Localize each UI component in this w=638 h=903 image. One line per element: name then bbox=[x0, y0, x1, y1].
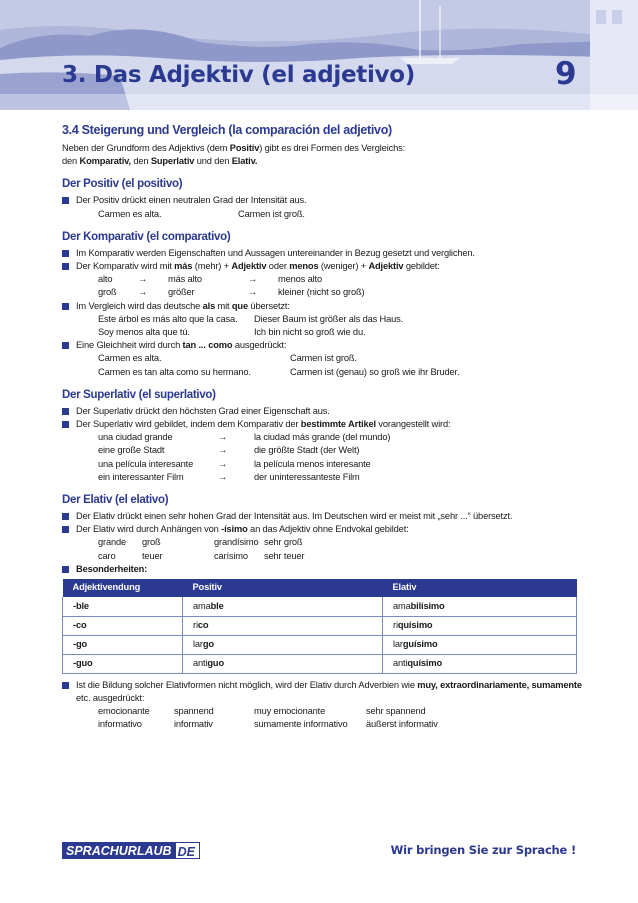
table-row bbox=[63, 635, 577, 654]
superlativ-example-row: eine große Stadt → die größte Stadt (der Welt) bbox=[98, 445, 360, 456]
header-banner bbox=[0, 0, 638, 110]
komparativ-bullet-2: Der Komparativ wird mit más (mehr) + Adjektiv oder menos (weniger) + Adjektiv gebildet: bbox=[62, 260, 582, 273]
superlativ-bullet-1: Der Superlativ drückt den höchsten Grad einer Eigenschaft aus. bbox=[62, 405, 582, 418]
elativ-example-row: grande groß grandísimo sehr groß bbox=[98, 537, 303, 548]
komparativ-heading: Der Komparativ (el comparativo) bbox=[62, 230, 231, 243]
table-cell: largo bbox=[183, 635, 383, 654]
komparativ-example-row: Soy menos alta que tú. Ich bin nicht so groß wie du. bbox=[98, 327, 366, 338]
elativ-bullet-4-continued: etc. ausgedrückt: bbox=[76, 692, 145, 703]
table-cell: rico bbox=[183, 616, 383, 635]
table-cell: -go bbox=[63, 635, 183, 654]
brand-logo bbox=[62, 842, 200, 859]
chapter-number: 9 bbox=[555, 56, 577, 92]
komparativ-bullet-3: Im Vergleich wird das deutsche als mit que übersetzt: bbox=[62, 300, 582, 313]
table-header: Elativ bbox=[383, 579, 577, 597]
elativ-table bbox=[62, 579, 577, 674]
section-subheading: 3.4 Steigerung und Vergleich (la comparación del adjetivo) bbox=[62, 123, 392, 137]
harbor-photo bbox=[0, 0, 638, 110]
elativ-adverb-example-row: informativo informativ sumamente informativo äußerst informativ bbox=[98, 719, 438, 730]
table-cell: riquísimo bbox=[383, 616, 577, 635]
table-row bbox=[63, 597, 577, 616]
elativ-bullet-3: Besonderheiten: bbox=[62, 563, 582, 576]
logo-text-primary: SPRACHURLAUB bbox=[62, 842, 176, 859]
table-cell: -guo bbox=[63, 654, 183, 673]
logo-text-suffix: DE bbox=[176, 842, 200, 859]
table-header: Adjektivendung bbox=[63, 579, 183, 597]
footer-slogan: Wir bringen Sie zur Sprache ! bbox=[390, 843, 576, 857]
elativ-bullet-2: Der Elativ wird durch Anhängen von -ísimo an das Adjektiv ohne Endvokal gebildet: bbox=[62, 523, 582, 536]
table-row bbox=[63, 654, 577, 673]
table-cell: antiguo bbox=[183, 654, 383, 673]
superlativ-bullet-2: Der Superlativ wird gebildet, indem dem Komparativ der bestimmte Artikel vorangestellt wird: bbox=[62, 418, 582, 431]
komparativ-bullet-4: Eine Gleichheit wird durch tan ... como ausgedrückt: bbox=[62, 339, 582, 352]
table-row bbox=[63, 616, 577, 635]
komparativ-example-row: Este árbol es más alto que la casa. Dieser Baum ist größer als das Haus. bbox=[98, 313, 404, 324]
komparativ-example-row: Carmen es tan alta como su hermano. Carmen ist (genau) so groß wie ihr Bruder. bbox=[98, 366, 460, 377]
positiv-example: Carmen es alta. Carmen ist groß. bbox=[98, 208, 305, 219]
page-title: 3. Das Adjektiv (el adjetivo) bbox=[62, 62, 415, 88]
table-header-row bbox=[63, 579, 577, 597]
intro-line-2: den Komparativ, den Superlativ und den Elativ. bbox=[62, 156, 258, 167]
table-cell: -co bbox=[63, 616, 183, 635]
intro-line-1: Neben der Grundform des Adjektivs (dem Positiv) gibt es drei Formen des Vergleichs: bbox=[62, 143, 406, 153]
elativ-example-row: caro teuer carísimo sehr teuer bbox=[98, 550, 305, 561]
table-cell: amabilísimo bbox=[383, 597, 577, 616]
elativ-bullet-4: Ist die Bildung solcher Elativformen nicht möglich, wird der Elativ durch Adverbien wie muy, extraordinariamente, sumamente bbox=[62, 679, 582, 692]
elativ-adverb-example-row: emocionante spannend muy emocionante sehr spannend bbox=[98, 705, 426, 716]
superlativ-example-row: una película interesante → la película menos interesante bbox=[98, 458, 371, 469]
table-cell: -ble bbox=[63, 597, 183, 616]
komparativ-example-row: alto → más alto → menos alto bbox=[98, 274, 322, 285]
table-header: Positiv bbox=[183, 579, 383, 597]
komparativ-example-row: Carmen es alta. Carmen ist groß. bbox=[98, 353, 357, 364]
main-content bbox=[62, 123, 582, 731]
superlativ-example-row: ein interessanter Film → der uninteressanteste Film bbox=[98, 471, 360, 482]
komparativ-example-row: groß → größer → kleiner (nicht so groß) bbox=[98, 287, 365, 298]
komparativ-bullet-1: Im Komparativ werden Eigenschaften und Aussagen untereinander in Bezug gesetzt und verglichen. bbox=[62, 247, 582, 260]
superlativ-example-row: una ciudad grande → la ciudad más grande (del mundo) bbox=[98, 432, 391, 443]
table-cell: antiquísimo bbox=[383, 654, 577, 673]
superlativ-heading: Der Superlativ (el superlativo) bbox=[62, 388, 216, 401]
table-cell: amable bbox=[183, 597, 383, 616]
positiv-bullet-1: Der Positiv drückt einen neutralen Grad der Intensität aus. bbox=[62, 194, 582, 207]
elativ-bullet-1: Der Elativ drückt einen sehr hohen Grad der Intensität aus. Im Deutschen wird er meist mit „sehr ...“ übersetzt. bbox=[62, 510, 582, 523]
positiv-heading: Der Positiv (el positivo) bbox=[62, 178, 183, 191]
elativ-heading: Der Elativ (el elativo) bbox=[62, 494, 169, 507]
table-cell: larguísimo bbox=[383, 635, 577, 654]
